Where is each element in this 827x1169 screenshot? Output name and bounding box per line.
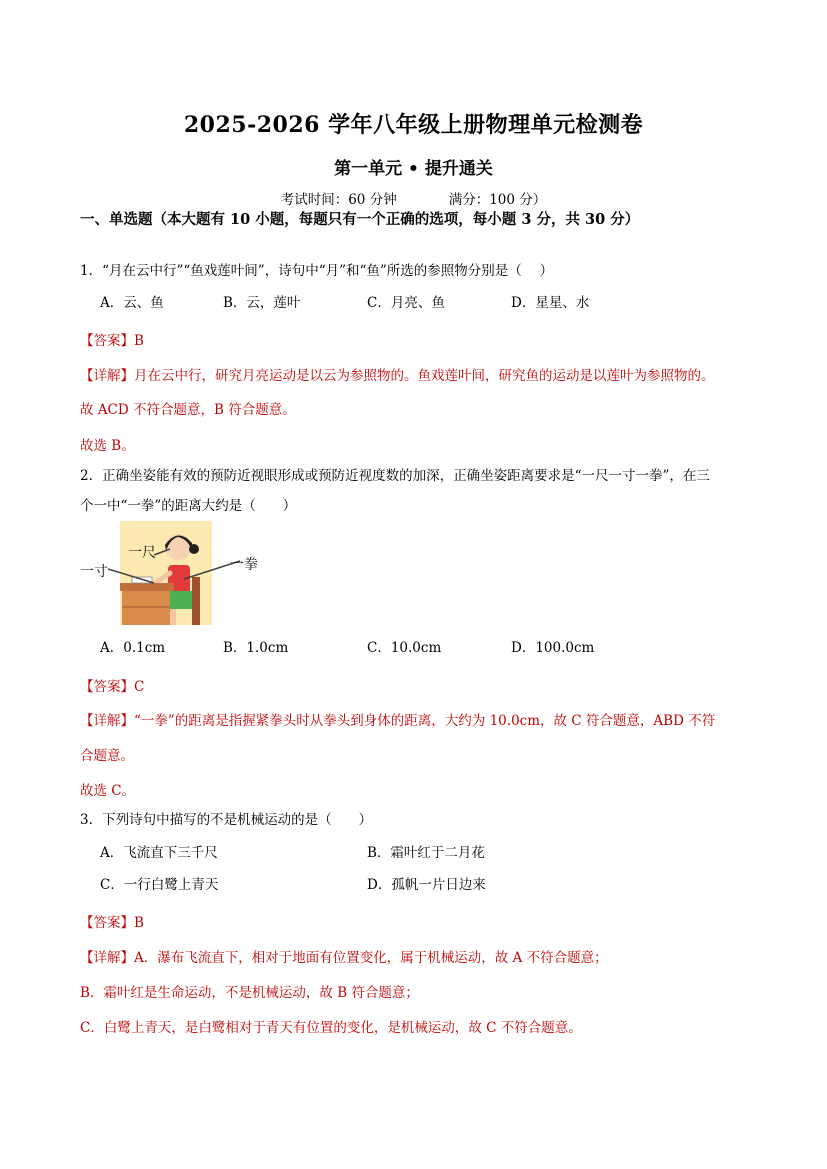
q2-option-a: A．0.1cm — [100, 640, 166, 656]
q1-detail-2: 故 ACD 不符合题意，B 符合题意。 — [80, 402, 296, 418]
q2-detail-1: 【详解】“一拳”的距离是指握紧拳头时从拳头到身体的距离，大约为 10.0cm，故 C 符合题意，ABD 不符 — [80, 713, 716, 729]
q1-stem: 1．“月在云中行”“鱼戏莲叶间”，诗句中“月”和“鱼”所选的参照物分别是（ ） — [80, 263, 554, 279]
q1-option-a: A．云、鱼 — [100, 295, 164, 311]
q3-stem: 3．下列诗句中描写的不是机械运动的是（ ） — [80, 812, 373, 828]
girl-head — [165, 534, 191, 560]
page-subtitle: 第一单元 • 提升通关 — [334, 159, 493, 179]
exam-time: 考试时间：60 分钟 — [280, 192, 397, 208]
q1-answer: 【答案】B — [80, 333, 144, 349]
q3-option-b: B．霜叶红于二月花 — [367, 845, 485, 861]
posture-figure — [80, 521, 270, 625]
exam-info — [0, 188, 827, 208]
q3-option-a: A．飞流直下三千尺 — [100, 845, 218, 861]
q3-answer: 【答案】B — [80, 915, 144, 931]
q2-conclusion: 故选 C。 — [80, 783, 136, 799]
label-chi: 一尺 — [128, 545, 156, 561]
desk-body — [122, 591, 170, 625]
q3-option-c: C．一行白鹭上青天 — [100, 877, 219, 893]
girl-leg — [170, 609, 176, 625]
q2-option-c: C．10.0cm — [367, 640, 442, 656]
posture-illustration — [80, 521, 270, 625]
girl-ponytail — [189, 544, 199, 554]
q2-stem-line-2: 个一中“一拳”的距离大约是（ ） — [80, 498, 297, 514]
q3-detail-3: C．白鹭上青天，是白鹭相对于青天有位置的变化，是机械运动，故 C 不符合题意。 — [80, 1020, 582, 1036]
q1-option-c: C．月亮、鱼 — [367, 295, 445, 311]
q1-conclusion: 故选 B。 — [80, 438, 135, 454]
desk-top — [120, 583, 174, 591]
q1-detail-1: 【详解】月在云中行，研究月亮运动是以云为参照物的。鱼戏莲叶间，研究鱼的运动是以莲叶为参照物的。 — [80, 368, 715, 384]
q2-detail-2: 合题意。 — [80, 748, 134, 764]
q2-stem-line-1: 2．正确坐姿能有效的预防近视眼形成或预防近视度数的加深，正确坐姿距离要求是“一尺一寸一拳”，在三 — [80, 468, 710, 484]
full-score: 满分：100 分） — [448, 192, 547, 208]
q2-option-b: B．1.0cm — [223, 640, 289, 656]
q1-option-b: B．云，莲叶 — [223, 295, 301, 311]
label-cun: 一寸 — [80, 564, 108, 580]
q3-detail-2: B．霜叶红是生命运动，不是机械运动，故 B 符合题意； — [80, 985, 419, 1001]
q1-option-d: D．星星、水 — [511, 295, 590, 311]
label-quan: 一拳 — [230, 557, 258, 573]
q3-detail-1: 【详解】A．瀑布飞流直下，相对于地面有位置变化，属于机械运动，故 A 不符合题意； — [80, 950, 608, 966]
q3-option-d: D．孤帆一片日边来 — [367, 877, 486, 893]
page-title: 2025-2026 学年八年级上册物理单元检测卷 — [183, 112, 644, 138]
q2-option-d: D．100.0cm — [511, 640, 595, 656]
q2-answer: 【答案】C — [80, 679, 145, 695]
section-heading: 一、单选题（本大题有 10 小题，每题只有一个正确的选项，每小题 3 分，共 30 分） — [80, 211, 640, 228]
